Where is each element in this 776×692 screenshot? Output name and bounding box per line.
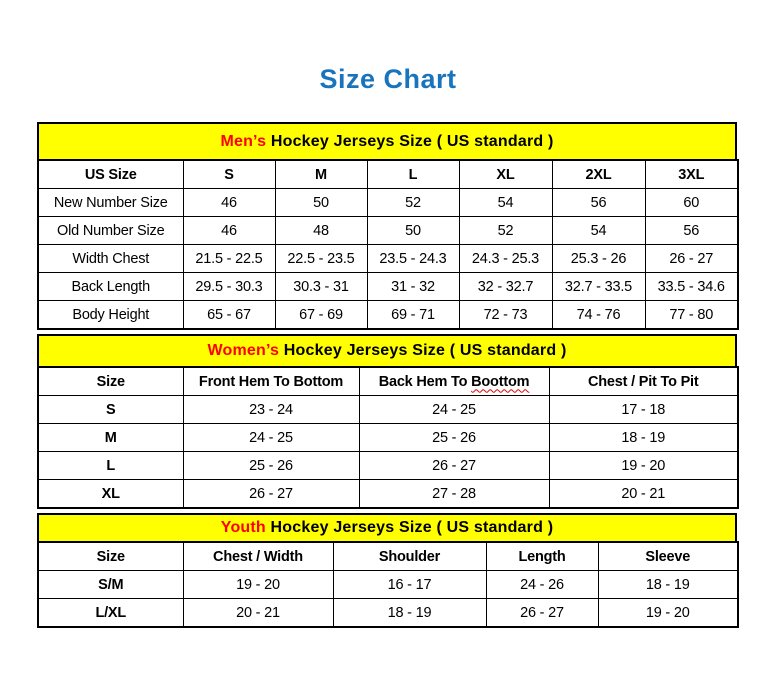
header-cell: US Size (38, 160, 183, 189)
data-cell: 22.5 - 23.5 (275, 245, 367, 273)
data-cell: 33.5 - 34.6 (645, 273, 738, 301)
data-cell: 60 (645, 189, 738, 217)
women-size-table (37, 366, 739, 509)
section-banner-men (37, 122, 737, 161)
header-cell: Shoulder (333, 542, 486, 571)
men-size-table (37, 159, 739, 330)
row-label-cell: Back Length (38, 273, 183, 301)
data-cell: 56 (552, 189, 645, 217)
data-cell: 18 - 19 (598, 571, 738, 599)
data-cell: 46 (183, 217, 275, 245)
data-cell: 25 - 26 (359, 424, 549, 452)
data-cell: 46 (183, 189, 275, 217)
section-youth (37, 513, 737, 628)
data-cell: 25.3 - 26 (552, 245, 645, 273)
table-row (38, 424, 738, 452)
section-banner-youth (37, 513, 737, 543)
data-cell: 30.3 - 31 (275, 273, 367, 301)
header-cell: Front Hem To Bottom (183, 367, 359, 396)
table-row (38, 189, 738, 217)
header-cell: Size (38, 367, 183, 396)
data-cell: 20 - 21 (183, 599, 333, 628)
banner-highlight-youth: Youth (220, 519, 266, 536)
row-label-cell: S/M (38, 571, 183, 599)
row-label-cell: L/XL (38, 599, 183, 628)
header-cell (359, 367, 549, 396)
data-cell: 54 (459, 189, 552, 217)
data-cell: 16 - 17 (333, 571, 486, 599)
row-label-cell: Width Chest (38, 245, 183, 273)
data-cell: 67 - 69 (275, 301, 367, 330)
header-cell: 2XL (552, 160, 645, 189)
section-banner-women (37, 334, 737, 368)
data-cell: 18 - 19 (333, 599, 486, 628)
table-row (38, 273, 738, 301)
size-chart-tables (37, 122, 737, 628)
data-cell: 56 (645, 217, 738, 245)
data-cell: 69 - 71 (367, 301, 459, 330)
header-cell: S (183, 160, 275, 189)
data-cell: 26 - 27 (359, 452, 549, 480)
header-cell: 3XL (645, 160, 738, 189)
data-cell: 21.5 - 22.5 (183, 245, 275, 273)
data-cell: 29.5 - 30.3 (183, 273, 275, 301)
data-cell: 27 - 28 (359, 480, 549, 509)
table-header-row (38, 367, 738, 396)
data-cell: 32 - 32.7 (459, 273, 552, 301)
data-cell: 26 - 27 (645, 245, 738, 273)
table-row (38, 245, 738, 273)
row-label-cell: Old Number Size (38, 217, 183, 245)
header-cell: Length (486, 542, 598, 571)
header-cell: Sleeve (598, 542, 738, 571)
data-cell: 19 - 20 (549, 452, 738, 480)
data-cell: 26 - 27 (183, 480, 359, 509)
data-cell: 24 - 25 (359, 396, 549, 424)
data-cell: 52 (459, 217, 552, 245)
banner-text-youth: Hockey Jerseys Size ( US standard ) (265, 519, 554, 536)
data-cell: 77 - 80 (645, 301, 738, 330)
banner-text-women: Hockey Jerseys Size ( US standard ) (279, 342, 567, 359)
header-cell: M (275, 160, 367, 189)
table-row (38, 217, 738, 245)
table-header-row (38, 542, 738, 571)
data-cell: 72 - 73 (459, 301, 552, 330)
section-women (37, 334, 737, 509)
row-label-cell: Body Height (38, 301, 183, 330)
table-row (38, 599, 738, 628)
data-cell: 74 - 76 (552, 301, 645, 330)
misspelled-word: Boottom (471, 373, 530, 390)
table-row (38, 396, 738, 424)
section-men (37, 122, 737, 330)
data-cell: 52 (367, 189, 459, 217)
header-cell: L (367, 160, 459, 189)
header-cell: Size (38, 542, 183, 571)
banner-highlight-men: Men’s (220, 133, 267, 150)
table-row (38, 480, 738, 509)
data-cell: 26 - 27 (486, 599, 598, 628)
data-cell: 23.5 - 24.3 (367, 245, 459, 273)
data-cell: 31 - 32 (367, 273, 459, 301)
data-cell: 32.7 - 33.5 (552, 273, 645, 301)
youth-size-table (37, 541, 739, 628)
data-cell: 25 - 26 (183, 452, 359, 480)
data-cell: 20 - 21 (549, 480, 738, 509)
data-cell: 18 - 19 (549, 424, 738, 452)
banner-highlight-women: Women’s (207, 342, 280, 359)
data-cell: 65 - 67 (183, 301, 275, 330)
row-label-cell: New Number Size (38, 189, 183, 217)
data-cell: 17 - 18 (549, 396, 738, 424)
data-cell: 24.3 - 25.3 (459, 245, 552, 273)
data-cell: 19 - 20 (183, 571, 333, 599)
data-cell: 54 (552, 217, 645, 245)
table-row (38, 452, 738, 480)
data-cell: 23 - 24 (183, 396, 359, 424)
table-row (38, 301, 738, 330)
banner-text-men: Hockey Jerseys Size ( US standard ) (266, 133, 554, 150)
row-label-cell: S (38, 396, 183, 424)
table-header-row (38, 160, 738, 189)
row-label-cell: L (38, 452, 183, 480)
header-text: Back Hem To (378, 373, 472, 390)
data-cell: 50 (275, 189, 367, 217)
data-cell: 50 (367, 217, 459, 245)
header-cell: Chest / Pit To Pit (549, 367, 738, 396)
data-cell: 19 - 20 (598, 599, 738, 628)
table-row (38, 571, 738, 599)
data-cell: 24 - 25 (183, 424, 359, 452)
header-cell: Chest / Width (183, 542, 333, 571)
data-cell: 24 - 26 (486, 571, 598, 599)
row-label-cell: XL (38, 480, 183, 509)
page-title: Size Chart (319, 64, 457, 94)
header-cell: XL (459, 160, 552, 189)
data-cell: 48 (275, 217, 367, 245)
row-label-cell: M (38, 424, 183, 452)
